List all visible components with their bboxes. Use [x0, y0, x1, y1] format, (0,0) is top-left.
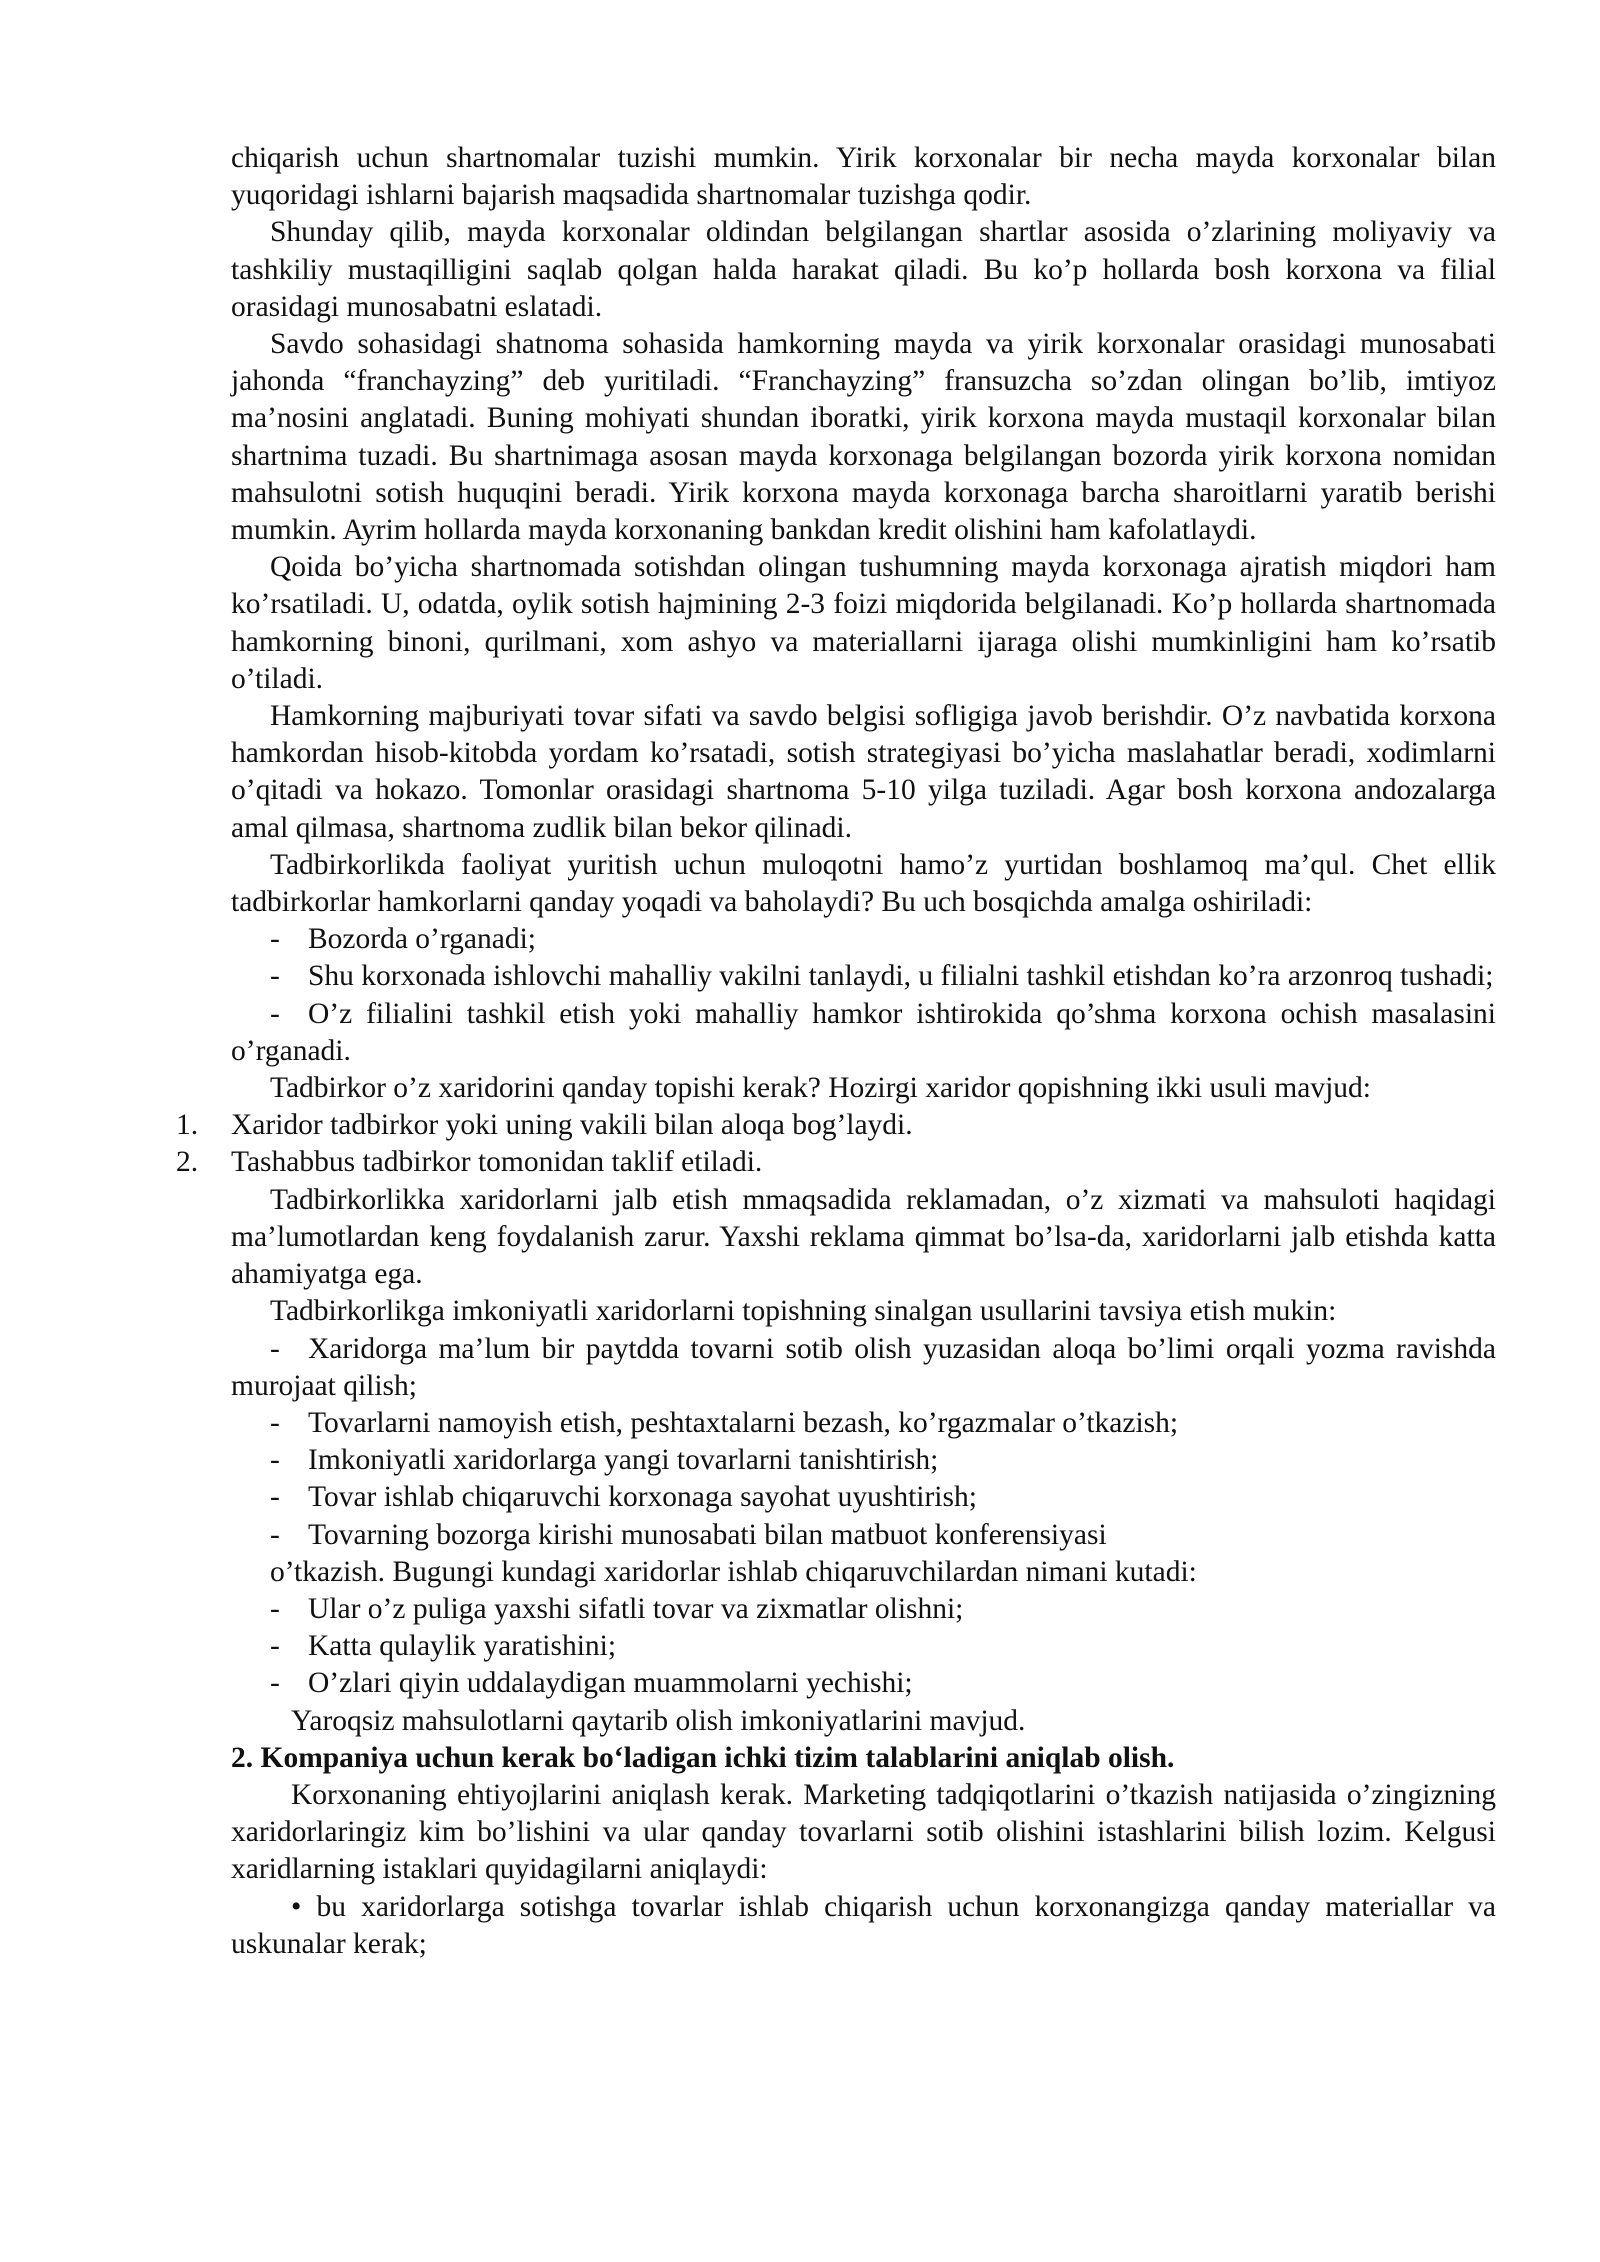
list-item-text: O’zlari qiyin uddalaydigan muammolarni yechishi;: [308, 1667, 913, 1700]
dash-list-item: [231, 921, 1496, 958]
paragraph: chiqarish uchun shartnomalar tuzishi mumkin. Yirik korxonalar bir necha mayda korxonalar bilan yuqoridagi ishlarni bajarish maqsadida shartnomalar tuzishga qodir.: [231, 142, 1496, 212]
dash-marker: -: [270, 1406, 280, 1439]
list-item-text: Xaridor tadbirkor yoki uning vakili bilan aloqa bog’laydi.: [231, 1109, 913, 1142]
section-heading: 2. Kompaniya uchun kerak bo‘ladigan ichki tizim talablarini aniqlab olish.: [231, 1741, 1175, 1774]
bullet-list-item: [231, 1889, 1496, 1963]
paragraph: Korxonaning ehtiyojlarini aniqlash kerak. Marketing tadqiqotlarini o’tkazish natijasida o’zingizning xaridorlaringiz kim bo’lishini va ular qanday tovarlarni sotib olishini istashlarini bilish lozim. Kelgusi xaridlarning istaklari quyidagilarni aniqlaydi:: [231, 1778, 1496, 1886]
paragraph: o’tkazish. Bugungi kundagi xaridorlar ishlab chiqaruvchilardan nimani kutadi:: [270, 1555, 1197, 1588]
paragraph: Tadbirkorlikda faoliyat yuritish uchun muloqotni hamo’z yurtidan boshlamoq ma’qul. Chet ellik tadbirkorlar hamkorlarni qanday yoqadi va baholaydi? Bu uch bosqichda amalga oshiriladi:: [231, 848, 1496, 919]
paragraph: Tadbirkorlikka xaridorlarni jalb etish mmaqsadida reklamadan, o’z xizmati va mahsuloti haqidagi ma’lumotlardan keng foydalanish zarur. Yaxshi reklama qimmat bo’lsa-da, xaridorlarni jalb etishda katta ahamiyatga ega.: [231, 1183, 1496, 1291]
list-item-text: Tashabbus tadbirkor tomonidan taklif etiladi.: [231, 1146, 763, 1179]
dash-marker: -: [270, 960, 280, 993]
paragraph: Tadbirkorlikga imkoniyatli xaridorlarni topishning sinalgan usullarini tavsiya etish mukin:: [270, 1295, 1337, 1328]
list-item-text: Tovarlarni namoyish etish, peshtaxtalarni bezash, ko’rgazmalar o’tkazish;: [308, 1406, 1179, 1439]
paragraph: Savdo sohasidagi shatnoma sohasida hamkorning mayda va yirik korxonalar orasidagi munosabati jahonda “franchayzing” deb yuritiladi. “Franchayzing” fransuzcha so’zdan olingan bo’lib, imtiyoz ma’nosini anglatadi. Buning mohiyati shundan iboratki, yirik korxona mayda mustaqil korxonalar bilan shartnima tuzadi. Bu shartnimaga asosan mayda korxonaga belgilangan bozorda yirik korxona nomidan mahsulotni sotish huquqini beradi. Yirik korxona mayda korxonaga barcha sharoitlarni yaratib berishi mumkin. Ayrim hollarda mayda korxonaning bankdan kredit olishini ham kafolatlaydi.: [231, 328, 1496, 547]
dash-marker: -: [270, 923, 280, 956]
dash-marker: -: [270, 1518, 280, 1551]
paragraph: Hamkorning majburiyati tovar sifati va savdo belgisi sofligiga javob berishdir. O’z navbatida korxona hamkordan hisob-kitobda yordam ko’rsatadi, sotish strategiyasi bo’yicha maslahatlar beradi, xodimlarni o’qitadi va hokazo. Tomonlar orasidagi shartnoma 5-10 yilga tuziladi. Agar bosh korxona andozalarga amal qilmasa, shartnoma zudlik bilan bekor qilinadi.: [231, 700, 1496, 844]
dash-marker: -: [270, 1444, 280, 1477]
list-item-text: Tovarning bozorga kirishi munosabati bilan matbuot konferensiyasi: [308, 1518, 1107, 1551]
dash-list-item: [231, 1331, 1496, 1405]
list-number: 2.: [176, 1146, 199, 1179]
dash-marker: -: [270, 1667, 280, 1700]
paragraph: Yaroqsiz mahsulotlarni qaytarib olish imkoniyatlarini mavjud.: [291, 1704, 1026, 1737]
dash-marker: -: [270, 997, 280, 1030]
dash-list-item: [231, 1628, 1496, 1665]
dash-marker: -: [270, 1630, 280, 1663]
list-item-text: Tovar ishlab chiqaruvchi korxonaga sayohat uyushtirish;: [308, 1481, 977, 1514]
dash-marker: -: [270, 1481, 280, 1514]
bullet-marker: •: [291, 1890, 302, 1923]
list-number: 1.: [176, 1109, 199, 1142]
dash-list-item: [231, 1591, 1496, 1628]
dash-list-item: [231, 958, 1496, 995]
list-item-text: Ular o’z puliga yaxshi sifatli tovar va zixmatlar olishni;: [308, 1592, 964, 1625]
dash-list-item: [231, 1479, 1496, 1516]
dash-marker: -: [270, 1332, 280, 1365]
paragraph: Shunday qilib, mayda korxonalar oldindan belgilangan shartlar asosida o’zlarining moliyaviy va tashkiliy mustaqilligini saqlab qolgan halda harakat qiladi. Bu ko’p hollarda bosh korxona va filial orasidagi munosabatni eslatadi.: [231, 216, 1496, 323]
list-item-text: Shu korxonada ishlovchi mahalliy vakilni tanlaydi, u filialni tashkil etishdan ko’ra arzonroq tushadi;: [308, 960, 1494, 993]
dash-list-item: [231, 1442, 1496, 1479]
dash-list-item: [231, 1405, 1496, 1442]
dash-marker: -: [270, 1592, 280, 1625]
list-item-text: O’z filialini tashkil etish yoki mahalliy hamkor ishtirokida qo’shma korxona ochish masalasini o’rganadi.: [231, 997, 1496, 1067]
dash-list-item: [231, 1517, 1496, 1554]
paragraph: Tadbirkor o’z xaridorini qanday topishi kerak? Hozirgi xaridor qopishning ikki usuli mavjud:: [270, 1072, 1371, 1105]
dash-list-item: [231, 1665, 1496, 1702]
paragraph: Qoida bo’yicha shartnomada sotishdan olingan tushumning mayda korxonaga ajratish miqdori ham ko’rsatiladi. U, odatda, oylik sotish hajmining 2-3 foizi miqdorida belgilanadi. Ko’p hollarda shartnomada hamkorning binoni, qurilmani, xom ashyo va materiallarni ijaraga olishi mumkinligini ham ko’rsatib o’tiladi.: [231, 551, 1496, 695]
list-item-text: bu xaridorlarga sotishga tovarlar ishlab chiqarish uchun korxonangizga qanday materiallar va uskunalar kerak;: [231, 1890, 1496, 1960]
document-body: [176, 140, 1496, 1963]
list-item-text: Katta qulaylik yaratishini;: [308, 1630, 617, 1663]
dash-list-item: [231, 996, 1496, 1070]
numbered-list-item: [176, 1107, 1496, 1144]
numbered-list-item: [176, 1144, 1496, 1181]
list-item-text: Xaridorga ma’lum bir paytdda tovarni sotib olish yuzasidan aloqa bo’limi orqali yozma ravishda murojaat qilish;: [231, 1332, 1496, 1402]
list-item-text: Bozorda o’rganadi;: [308, 923, 537, 956]
list-item-text: Imkoniyatli xaridorlarga yangi tovarlarni tanishtirish;: [308, 1444, 939, 1477]
